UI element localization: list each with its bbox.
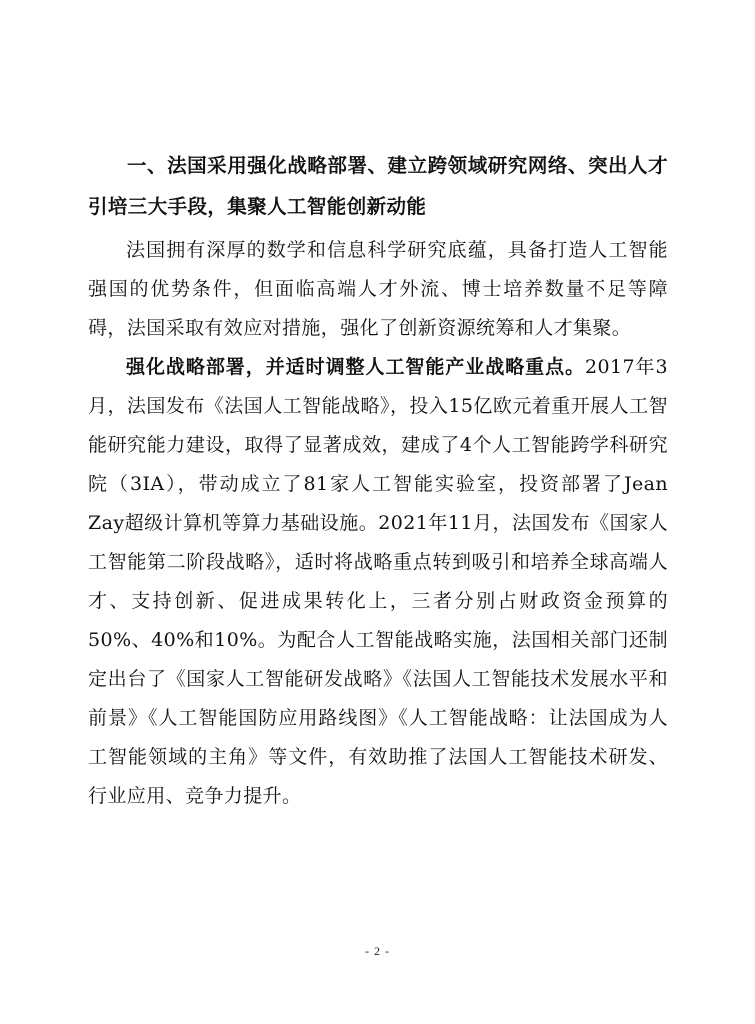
paragraph-intro xyxy=(88,231,668,348)
paragraph-text: 法国拥有深厚的数学和信息科学研究底蕴，具备打造人工智能强国的优势条件，但面临高端人才外流、博士培养数量不足等障碍，法国采取有效应对措施，强化了创新资源统筹和人才集聚。 xyxy=(88,239,668,339)
document-body xyxy=(88,145,668,816)
paragraph-strategy xyxy=(88,348,668,816)
paragraph-text: 2017年3月，法国发布《法国人工智能战略》，投入15亿欧元着重开展人工智能研究能力建设，取得了显著成效，建成了4个人工智能跨学科研究院（3IA），带动成立了81家人工智能实验室，投资部署了Jean Zay超级计算机等算力基础设施。2021年11月，法国发布《国家人工智能第二阶段战略》，适时将战略重点转到吸引和培养全球高端人才、支持创新、促进成果转化上，三者分别占财政资金预算的50%、40%和10%。为配合人工智能战略实施，法国相关部门还制定出台了《国家人工智能研发战略》《法国人工智能技术发展水平和前景》《人工智能国防应用路线图》《人工智能战略：让法国成为人工智能领域的主角》等文件，有效助推了法国人工智能技术研发、行业应用、竞争力提升。 xyxy=(88,356,669,807)
section-heading: 一、法国采用强化战略部署、建立跨领域研究网络、突出人才引培三大手段，集聚人工智能创新动能 xyxy=(88,154,668,218)
paragraph-lead: 强化战略部署，并适时调整人工智能产业战略重点。 xyxy=(126,356,586,378)
page-number: - 2 - xyxy=(365,944,390,958)
